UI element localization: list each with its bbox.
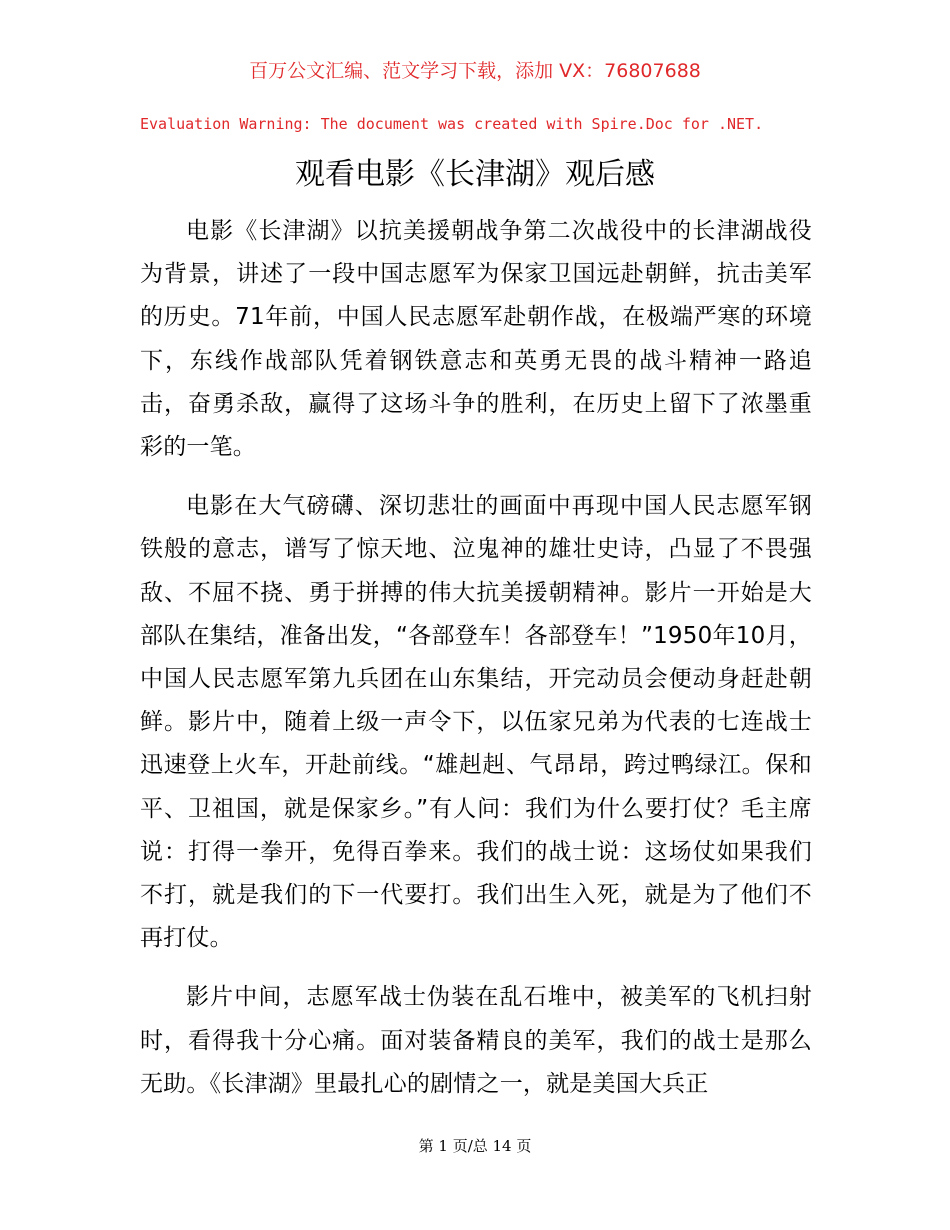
paragraph-1: 电影《长津湖》以抗美援朝战争第二次战役中的长津湖战役为背景，讲述了一段中国志愿军为保家卫国远赴朝鲜，抗击美军的历史。71年前，中国人民志愿军赴朝作战，在极端严寒的环境下，东线作战部队凭着钢铁意志和英勇无畏的战斗精神一路追击，奋勇杀敌，赢得了这场斗争的胜利，在历史上留下了浓墨重彩的一笔。: [140, 218, 812, 461]
evaluation-warning: Evaluation Warning: The document was created with Spire.Doc for .NET.: [140, 115, 764, 133]
paragraph-3: 影片中间，志愿军战士伪装在乱石堆中，被美军的飞机扫射时，看得我十分心痛。面对装备精良的美军，我们的战士是那么无助。《长津湖》里最扎心的剧情之一，就是美国大兵正: [140, 984, 812, 1097]
paragraph-2: 电影在大气磅礴、深切悲壮的画面中再现中国人民志愿军钢铁般的意志，谱写了惊天地、泣鬼神的雄壮史诗，凸显了不畏强敌、不屈不挠、勇于拼搏的伟大抗美援朝精神。影片一开始是大部队在集结，准备出发，“各部登车！各部登车！”1950年10月，中国人民志愿军第九兵团在山东集结，开完动员会便动身赶赴朝鲜。影片中，随着上级一声令下，以伍家兄弟为代表的七连战士迅速登上火车，开赴前线。“雄赳赳、气昂昂，跨过鸭绿江。保和平、卫祖国，就是保家乡。”有人问：我们为什么要打仗？毛主席说：打得一拳开，免得百拳来。我们的战士说：这场仗如果我们不打，就是我们的下一代要打。我们出生入死，就是为了他们不再打仗。: [140, 493, 812, 952]
page-number: 第 1 页/总 14 页: [418, 1137, 532, 1155]
document-title: 观看电影《长津湖》观后感: [295, 157, 655, 192]
promo-banner: 百万公文汇编、范文学习下载，添加 VX：76807688: [249, 60, 701, 82]
document-body: [140, 210, 812, 1122]
